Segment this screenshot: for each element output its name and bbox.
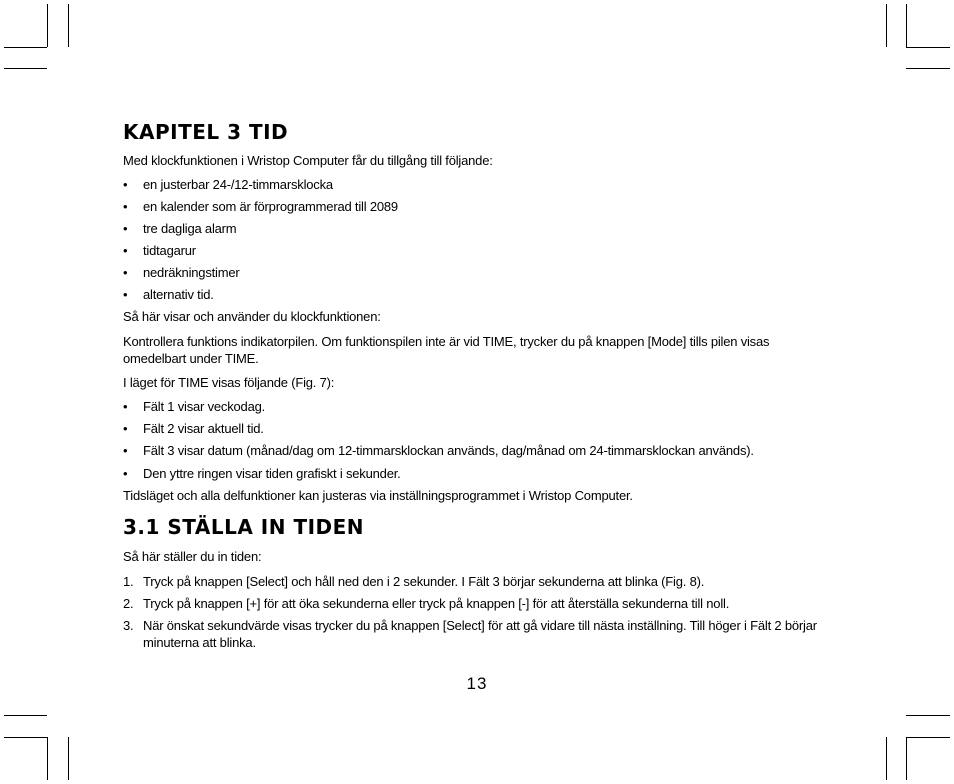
crop-mark — [4, 737, 47, 738]
crop-mark — [4, 47, 47, 48]
crop-mark — [906, 4, 907, 47]
crop-mark — [886, 4, 887, 47]
crop-mark — [4, 715, 47, 716]
crop-mark — [4, 68, 47, 69]
step-number: 1. — [123, 574, 134, 589]
intro-paragraph: Med klockfunktionen i Wristop Computer får du tillgång till följande: — [123, 153, 493, 168]
how-to-view-paragraph: Så här visar och använder du klockfunktionen: — [123, 309, 381, 324]
crop-mark — [906, 47, 950, 48]
list-item-text: en kalender som är förprogrammerad till 2089 — [143, 199, 398, 214]
list-item-text: Den yttre ringen visar tiden grafiskt i sekunder. — [143, 466, 401, 481]
list-item-text: Fält 2 visar aktuell tid. — [143, 421, 264, 436]
list-item-text: Tryck på knappen [+] för att öka sekunderna eller tryck på knappen [-] för att återställa sekunderna till noll. — [143, 596, 730, 611]
bullet-marker: • — [123, 265, 128, 280]
crop-mark — [47, 737, 48, 780]
bullet-marker: • — [123, 399, 128, 414]
list-item-text: Fält 3 visar datum (månad/dag om 12-timmarsklockan används, dag/månad om 24-timmarsklockan används). — [143, 443, 754, 458]
crop-mark — [906, 68, 950, 69]
bullet-marker: • — [123, 443, 128, 458]
bullet-marker: • — [123, 243, 128, 258]
page-number: 13 — [466, 674, 488, 693]
bullet-marker: • — [123, 421, 128, 436]
list-item-text: nedräkningstimer — [143, 265, 240, 280]
crop-mark — [906, 737, 950, 738]
crop-mark — [68, 4, 69, 47]
list-item-text: Fält 1 visar veckodag. — [143, 399, 266, 414]
bullet-marker: • — [123, 177, 128, 192]
bullet-marker: • — [123, 221, 128, 236]
crop-mark — [886, 737, 887, 780]
list-item-text: När önskat sekundvärde visas trycker du på knappen [Select] för att gå vidare till nästa inställning. Till höger i Fält 2 börjar minuterna att blinka. — [143, 618, 817, 650]
section-heading: 3.1 STÄLLA IN TIDEN — [123, 515, 365, 539]
section-intro: Så här ställer du in tiden: — [123, 549, 262, 564]
list-item-text: alternativ tid. — [143, 287, 214, 302]
bullet-marker: • — [123, 287, 128, 302]
crop-mark — [906, 737, 907, 780]
control-paragraph: Kontrollera funktions indikatorpilen. Om funktionspilen inte är vid TIME, trycker du på knappen [Mode] tills pilen visas omedelbart under TIME. — [123, 334, 770, 366]
list-item-text: en justerbar 24-/12-timmarsklocka — [143, 177, 333, 192]
bullet-marker: • — [123, 199, 128, 214]
bullet-marker: • — [123, 466, 128, 481]
adjust-paragraph: Tidsläget och alla delfunktioner kan justeras via inställningsprogrammet i Wristop Computer. — [123, 488, 633, 503]
crop-mark — [68, 737, 69, 780]
step-number: 3. — [123, 618, 134, 633]
list-item-text: tidtagarur — [143, 243, 196, 258]
crop-mark — [47, 4, 48, 47]
time-mode-intro: I läget för TIME visas följande (Fig. 7): — [123, 375, 335, 390]
list-item-text: Tryck på knappen [Select] och håll ned den i 2 sekunder. I Fält 3 börjar sekunderna att blinka (Fig. 8). — [143, 574, 705, 589]
step-number: 2. — [123, 596, 134, 611]
list-item-text: tre dagliga alarm — [143, 221, 237, 236]
crop-mark — [906, 715, 950, 716]
chapter-heading: KAPITEL 3 TID — [123, 120, 289, 144]
